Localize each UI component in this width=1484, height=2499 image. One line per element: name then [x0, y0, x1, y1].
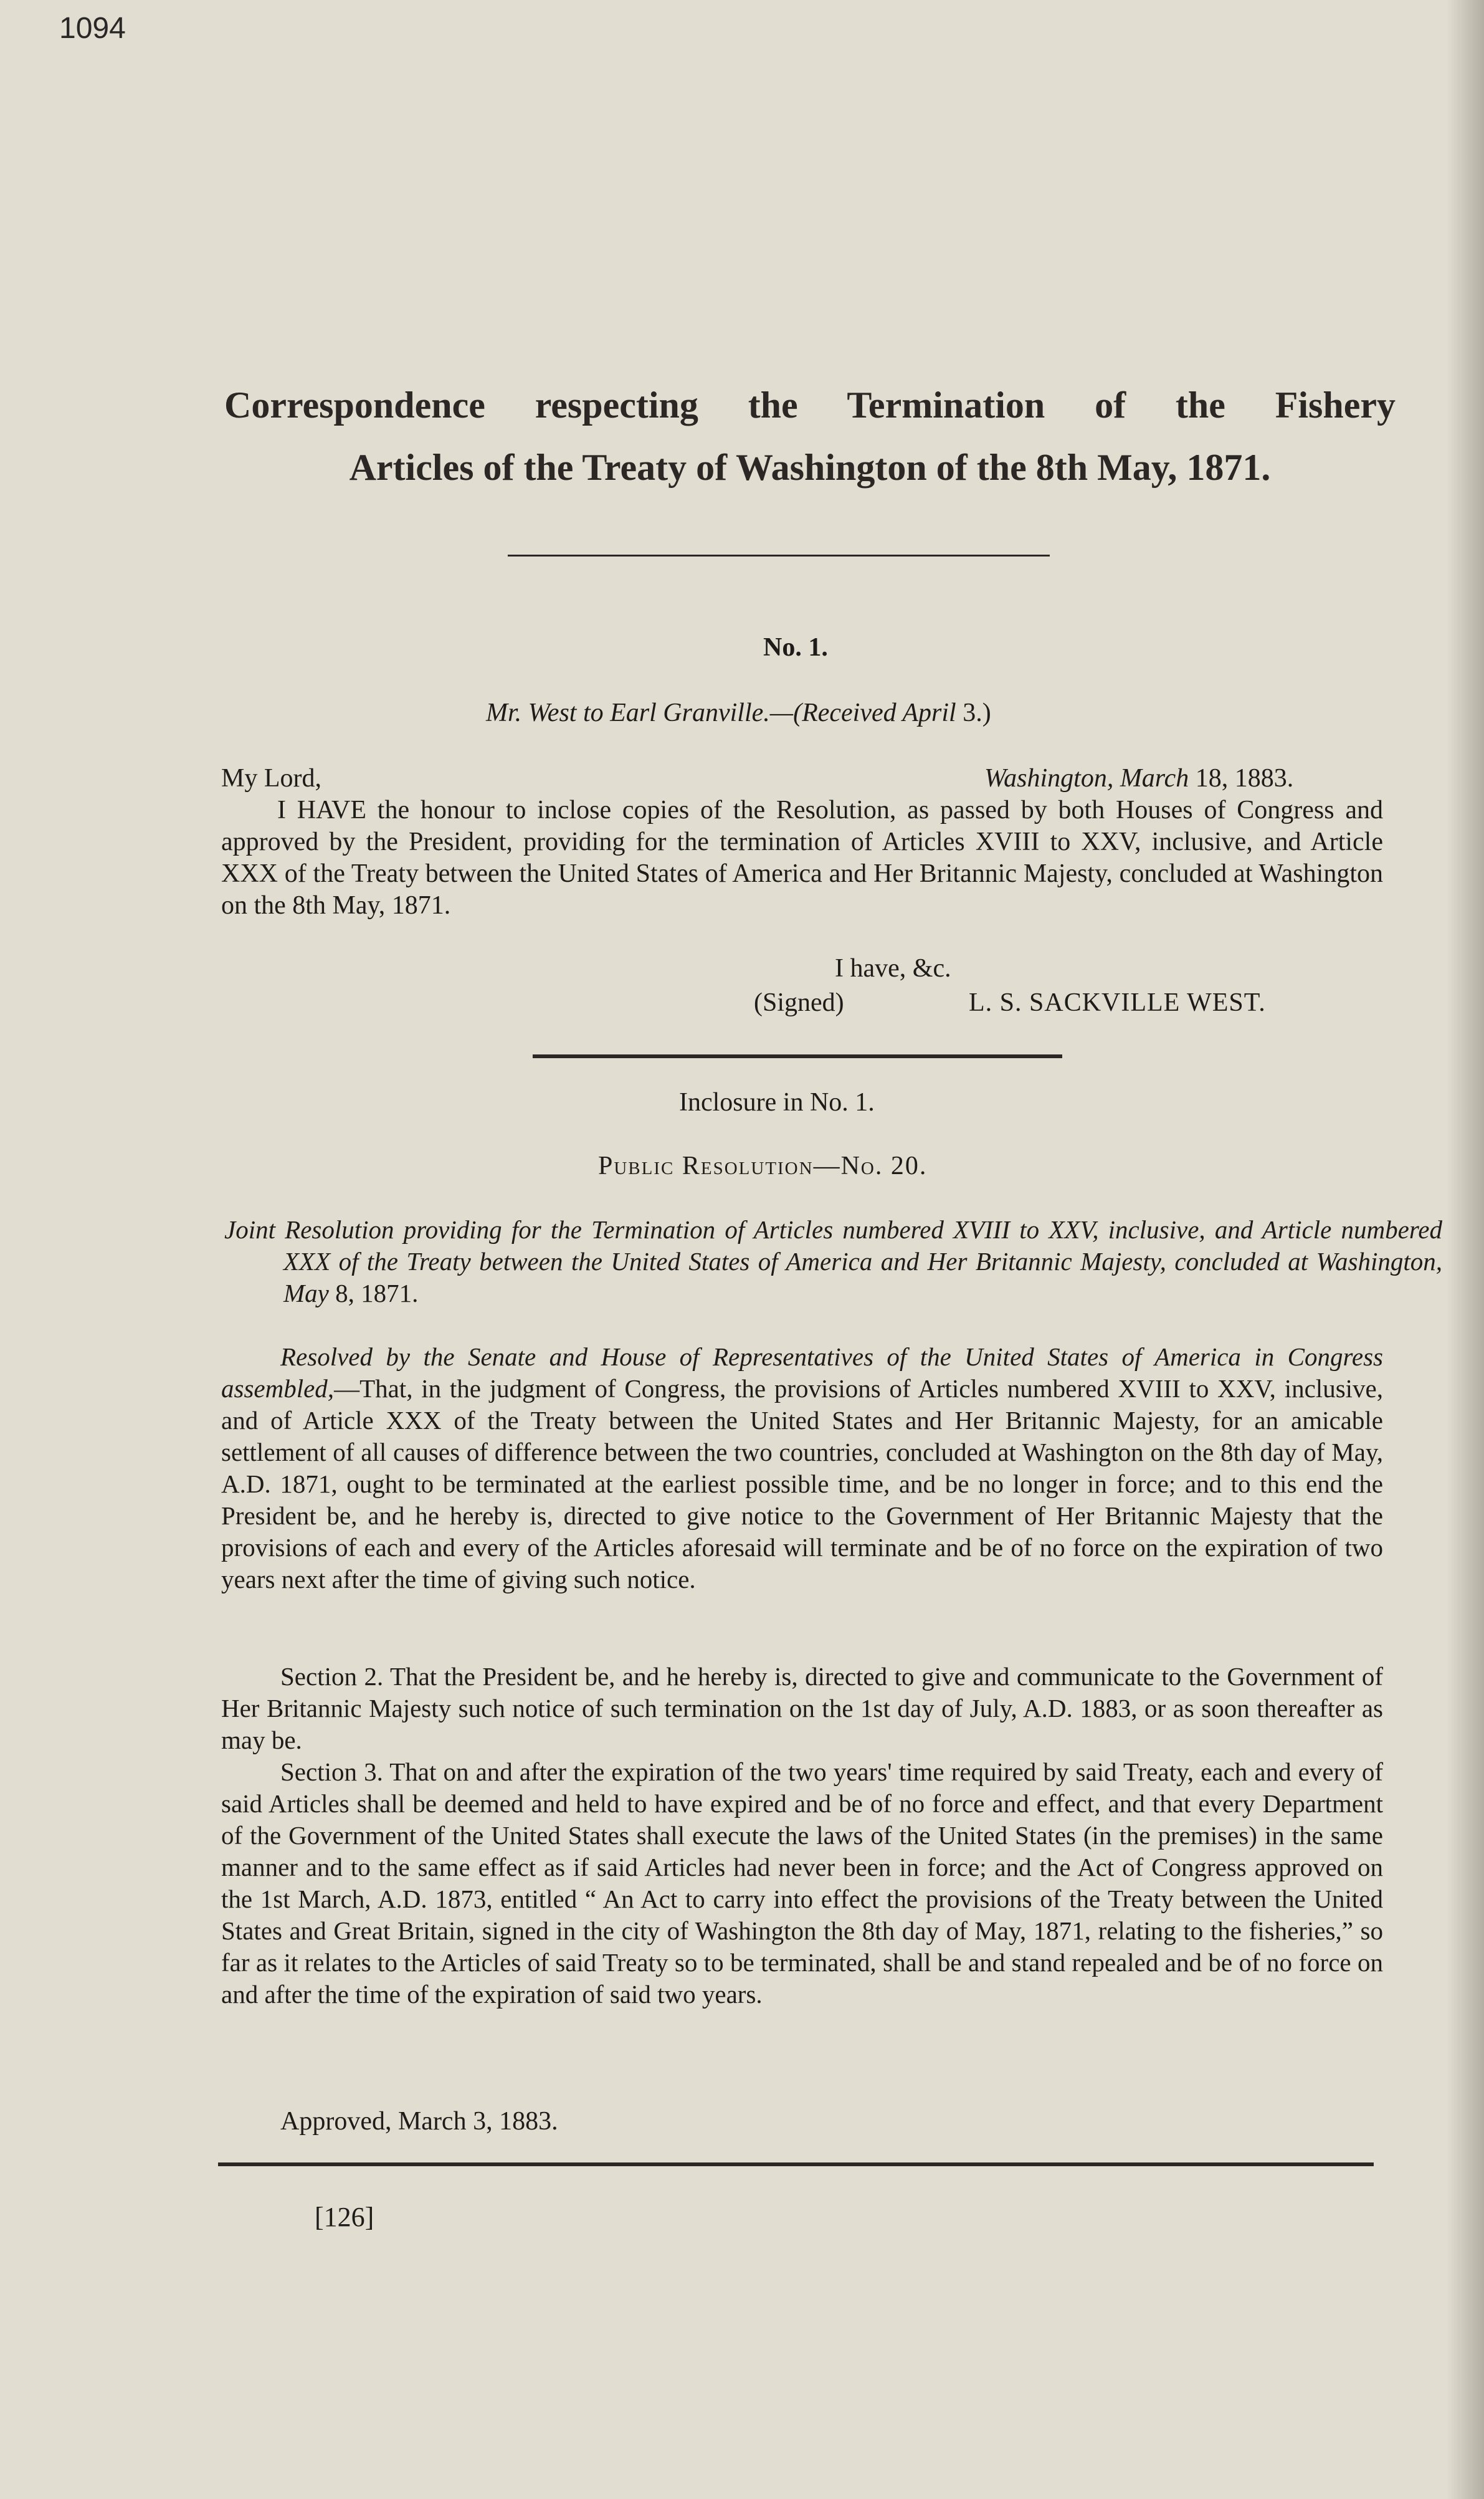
signature: L. S. SACKVILLE WEST.: [969, 988, 1266, 1017]
resolved-paragraph: [221, 1341, 1383, 1595]
letter-subject: [486, 698, 991, 728]
resolved-lead: Resolved by the Senate and House of Representatives of the United States of America in Congress assembled,: [221, 1342, 1383, 1403]
letter-place-date-italic: Washington, March: [984, 764, 1189, 793]
signed-label: (Signed): [754, 988, 844, 1017]
letter-place-date: [984, 763, 1293, 793]
title-divider: [508, 555, 1050, 557]
letter-place-date-tail: 18, 1883.: [1195, 764, 1294, 793]
page-edge-shadow: [1447, 0, 1484, 2499]
section-3: Section 3. That on and after the expiration of the two years' time required by said Treaty, each and every of said Articles shall be deemed and held to have expired and be of no force and effect, and that every Department of the Government of the United States shall execute the laws of the United States (in the premises) in the same manner and to the same effect as if said Articles had never been in force; and the Act of Congress approved on the 1st March, A.D. 1873, entitled “ An Act to carry into effect the provisions of the Treaty between the United States and Great Britain, signed in the city of Washington the 8th day of May, 1871, relating to the fisheries,” so far as it relates to the Articles of said Treaty so to be terminated, shall be and stand repealed and be of no force on and after the time of the expiration of said two years.: [221, 1757, 1383, 2009]
joint-resolution-italic: Joint Resolution providing for the Termination of Articles numbered XVIII to XXV, inclusive, and Article numbered XXX of the Treaty between the United States of America and Her Britannic Majesty, concluded at Washington, May: [224, 1215, 1442, 1307]
inclosure-heading: Inclosure in No. 1.: [679, 1088, 875, 1117]
approved-date: Approved, March 3, 1883.: [280, 2107, 558, 2136]
page-number: 1094: [59, 12, 126, 45]
title-line-1: Correspondence respecting the Termination of the Fishery: [224, 385, 1396, 426]
letter-closing: I have, &c.: [835, 954, 951, 983]
footer-divider: [218, 2162, 1374, 2166]
letter-subject-tail: 3.): [963, 699, 991, 727]
letter-divider: [533, 1054, 1062, 1058]
letter-subject-italic: Mr. West to Earl Granville.—(Received April: [486, 699, 956, 727]
joint-resolution-tail: 8, 1871.: [335, 1279, 419, 1307]
letter-body: I HAVE the honour to inclose copies of the Resolution, as passed by both Houses of Congress and approved by the President, providing for the termination of Articles XVIII to XXV, inclusive, and Article XXX of the Treaty between the United States of America and Her Britannic Majesty, concluded at Washington on the 8th May, 1871.: [221, 796, 1383, 920]
salutation: My Lord,: [221, 764, 321, 793]
letter-number: No. 1.: [763, 633, 828, 662]
footer-reference: [126]: [315, 2202, 374, 2232]
resolved-text: —That, in the judgment of Congress, the provisions of Articles numbered XVIII to XXV, inclusive, and of Article XXX of the Treaty between the United States and Her Britannic Majesty, for an amicable settlement of all causes of difference between the two countries, concluded at Washington on the 8th day of May, A.D. 1871, ought to be terminated at the earliest possible time, and be no longer in force; and to this end the President be, and he hereby is, directed to give notice to the Government of Her Britannic Majesty that the provisions of each and every of the Articles aforesaid will terminate and be of no force on the expiration of two years next after the time of giving such notice.: [221, 1374, 1383, 1594]
document-title: [224, 374, 1396, 499]
title-line-2: Articles of the Treaty of Washington of the 8th May, 1871.: [349, 447, 1271, 488]
section-2: Section 2. That the President be, and he hereby is, directed to give and communicate to the Government of Her Britannic Majesty such notice of such termination on the 1st day of July, A.D. 1883, or as soon thereafter as may be.: [221, 1662, 1383, 1754]
resolution-heading: Public Resolution—No. 20.: [598, 1152, 928, 1180]
joint-resolution-title: [224, 1214, 1442, 1309]
